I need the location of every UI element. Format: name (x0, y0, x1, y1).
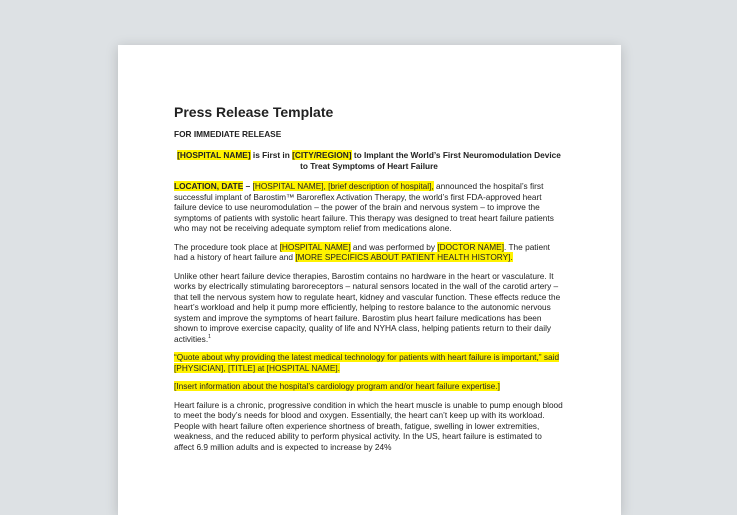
paragraph-quote (174, 352, 564, 373)
intro-dash: – (243, 181, 253, 191)
quote-placeholder: “Quote about why providing the latest medical technology for patients with heart failure is important,” said [PHYSICIAN], [TITLE] at [HOSPITAL NAME]. (174, 352, 560, 373)
paragraph-barostim (174, 271, 564, 345)
document-page (118, 45, 621, 515)
headline-city-placeholder: [CITY/REGION] (292, 150, 352, 160)
cardiology-placeholder: [Insert information about the hospital’s cardiology program and/or heart failure expertise.] (174, 381, 500, 391)
procedure-text-3: . The patient had a history of heart failure and (174, 241, 550, 262)
headline-hospital-placeholder: [HOSPITAL NAME] (177, 150, 251, 160)
procedure-hospital-placeholder: [HOSPITAL NAME] (279, 241, 351, 252)
document-title: Press Release Template (174, 104, 334, 120)
intro-hospital-placeholder: [HOSPITAL NAME], [brief description of hospital], (252, 181, 434, 191)
barostim-body: Unlike other heart failure device therapies, Barostim contains no hardware in the heart or vasculature. It works by electrically stimulating baroreceptors – natural sensors located in the wall of the carotid artery – that tell the nervous system how to regulate heart, kidney and vascular function. These effects reduce the heart’s workload and help it pump more efficiently, helping to restore balance to the autonomic nervous system and improve the symptoms of heart failure. Barostim plus heart failure medications has been shown to improve exercise capacity, quality of life and NYHA class, helping patients return to their daily activities. (174, 270, 561, 344)
procedure-text-4: . (510, 252, 513, 262)
paragraph-procedure (174, 242, 564, 263)
headline (174, 150, 564, 171)
procedure-text-1: The procedure took place at (174, 241, 280, 252)
headline-text-2: to Implant the World’s First Neuromodulation Device to Treat Symptoms of Heart Failure (300, 150, 561, 171)
document-content (174, 103, 564, 452)
procedure-text-2: and was performed by (350, 241, 438, 252)
procedure-doctor-placeholder: [DOCTOR NAME] (437, 241, 505, 252)
paragraph-cardiology-info (174, 381, 564, 392)
headline-text-1: is First in (250, 150, 293, 160)
procedure-specifics-placeholder: [MORE SPECIFICS ABOUT PATIENT HEALTH HISTORY] (295, 252, 511, 262)
location-date-placeholder: LOCATION, DATE (174, 181, 244, 191)
paragraph-heart-failure: Heart failure is a chronic, progressive condition in which the heart muscle is unable to pump enough blood to meet the body’s needs for blood and oxygen. Essentially, the heart can’t keep up with its workload. People with heart failure often experience shortness of breath, fatigue, swelling in lower extremities, weakness, and the reduced ability to perform physical activity. In the US, heart failure is estimated to affect 6.9 million adults and is expected to increase by 24% (174, 399, 563, 452)
footnote-marker: 1 (208, 333, 211, 340)
intro-body: announced the hospital’s first successful implant of Barostim™ Baroreflex Activation Therapy, the world’s first FDA-approved heart failure device to use neuromodulation – the power of the brain and nervous system – to improve the symptoms of patients with systolic heart failure. This therapy was designed to treat heart failure patients who may not be receiving adequate symptom relief from medications alone. (174, 181, 554, 233)
paragraph-intro (174, 181, 564, 234)
release-label: FOR IMMEDIATE RELEASE (174, 129, 282, 139)
